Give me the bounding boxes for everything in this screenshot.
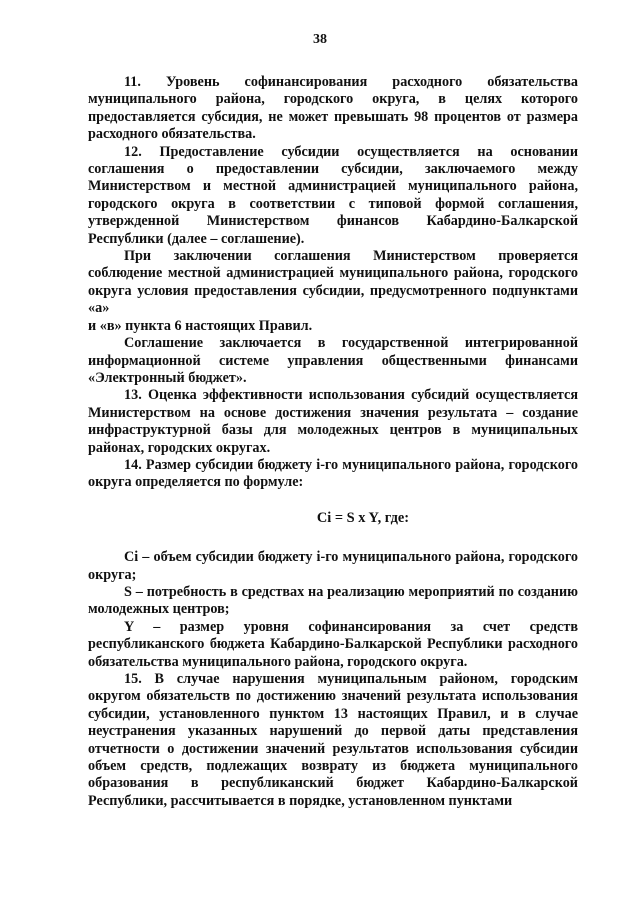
paragraph-agreement-check: При заключении соглашения Министерством проверяется соблюдение местной администрацией муниципального района, городского округа условия предоставления субсидии, предусмотренного подпунктами «а» xyxy=(88,248,578,317)
page-number: 38 xyxy=(313,32,327,47)
paragraph-15: 15. В случае нарушения муниципальным районом, городским округом обязательств по достижению значений результата использования субсидии, установленного пунктом 13 настоящих Правил, и в случае неустранения указанных нарушений до первой даты представления отчетности о достижении значений результатов использования субсидии объем средств, подлежащих возврату из бюджета муниципального образования в республиканский бюджет Кабардино-Балкарской Республики, рассчитывается в порядке, установленном пунктами xyxy=(88,671,578,809)
paragraph-agreement-check-cont: и «в» пункта 6 настоящих Правил. xyxy=(88,317,313,334)
paragraph-13: 13. Оценка эффективности использования субсидий осуществляется Министерством на основе достижения значения результата – создание инфраструктурной базы для молодежных центров в муниципальных районах, городских округах. xyxy=(88,387,578,456)
definition-s: S – потребность в средствах на реализацию мероприятий по созданию молодежных центров; xyxy=(88,583,578,618)
definition-ci: Ci – объем субсидии бюджету i-го муниципального района, городского округа; xyxy=(88,549,578,583)
paragraph-12: 12. Предоставление субсидии осуществляется на основании соглашения о предоставлении субсидии, заключаемого между Министерством и местной администрацией муниципального района, городского округа в соответствии с типовой формой соглашения, утвержденной Министерством финансов Кабардино-Балкарской Республики (далее – соглашение). xyxy=(88,143,578,247)
paragraph-14: 14. Размер субсидии бюджету i-го муниципального района, городского округа определяется по формуле: xyxy=(88,456,578,491)
document-body xyxy=(88,74,578,810)
paragraph-11: 11. Уровень софинансирования расходного обязательства муниципального района, городского округа, в целях которого предоставляется субсидия, не может превышать 98 процентов от размера расходного обязательства. xyxy=(88,74,578,143)
subsidy-formula: Ci = S x Y, где: xyxy=(316,509,410,526)
definition-y: Y – размер уровня софинансирования за счет средств республиканского бюджета Кабардино-Балкарской Республики расходного обязательства муниципального района, городского округа. xyxy=(88,618,578,670)
paragraph-electronic-budget: Соглашение заключается в государственной интегрированной информационной системе управления общественными финансами «Электронный бюджет». xyxy=(88,335,578,386)
